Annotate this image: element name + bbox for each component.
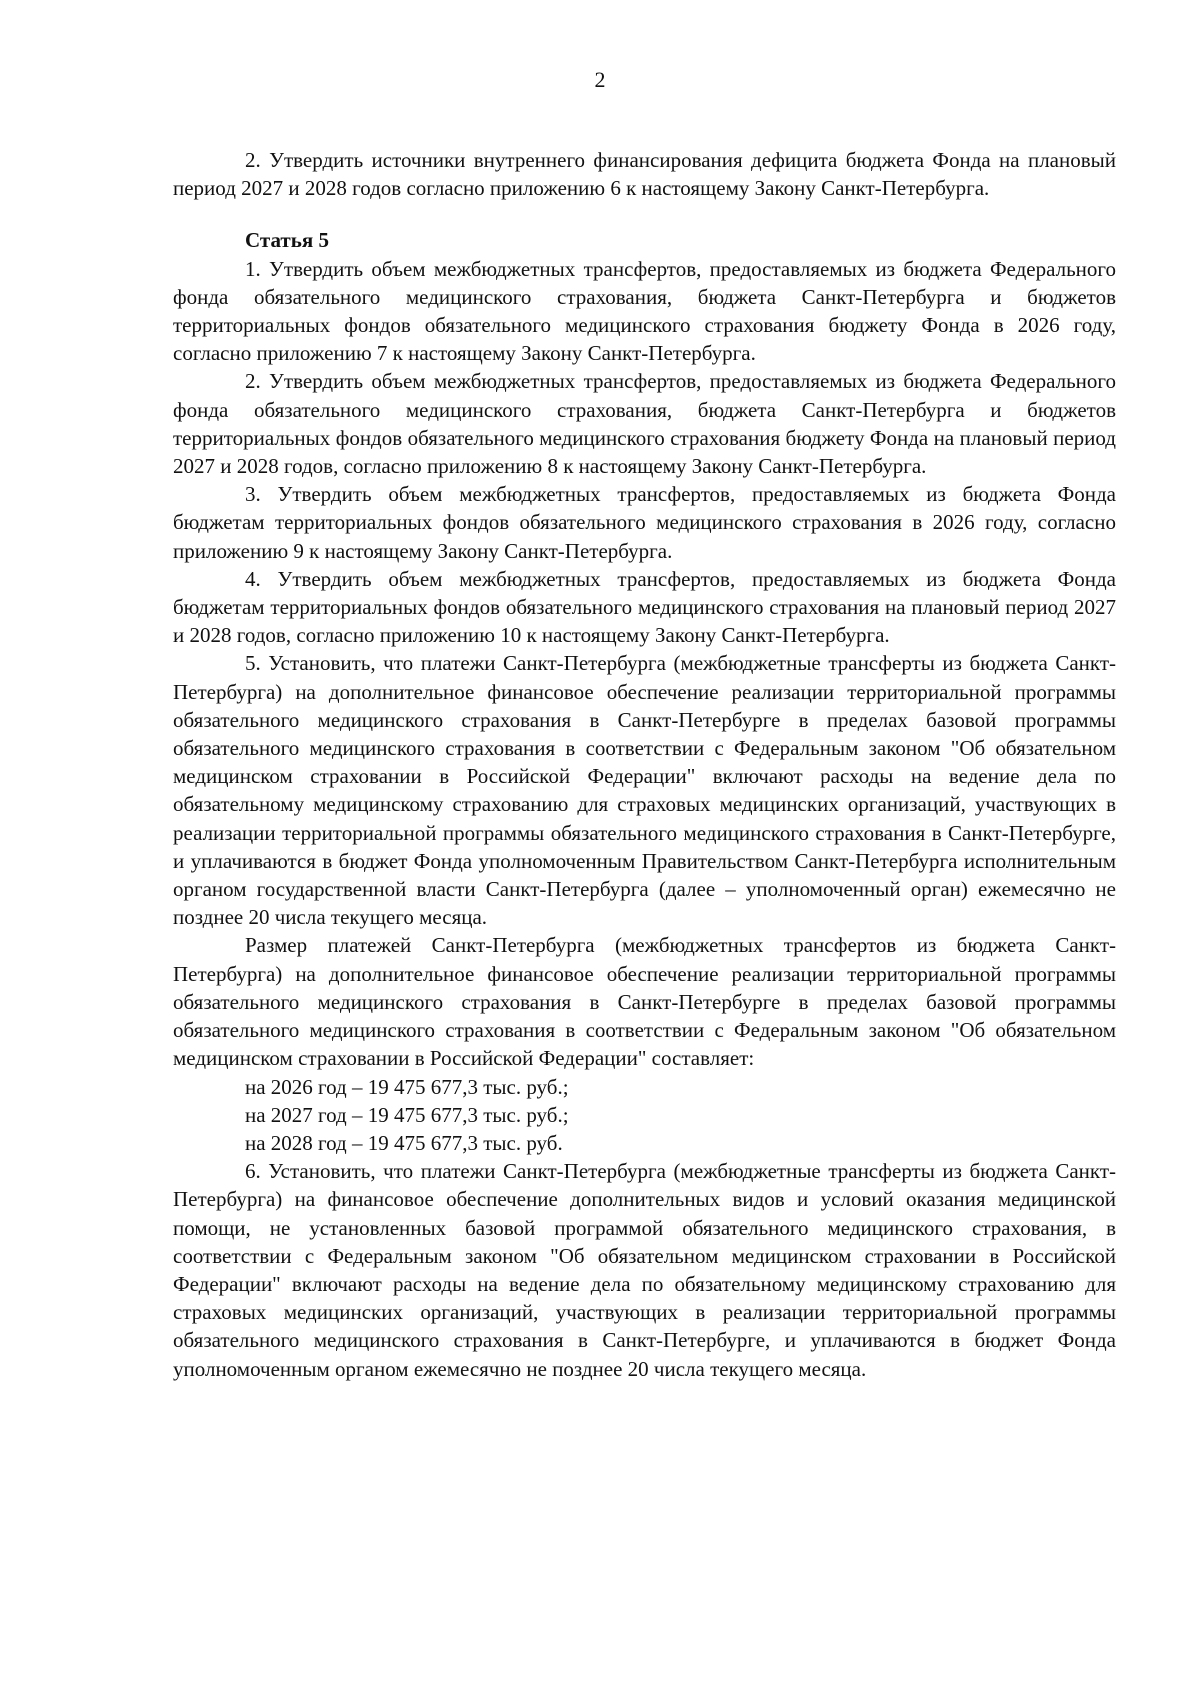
article-paragraph-1: 1. Утвердить объем межбюджетных трансфертов, предоставляемых из бюджета Федерального фонда обязательного медицинского страхования, бюджета Санкт-Петербурга и бюджетов территориальных фондов обязательного медицинского страхования бюджету Фонда в 2026 году, согласно приложению 7 к настоящему Закону Санкт-Петербурга. [173, 256, 1116, 366]
payment-size-paragraph: Размер платежей Санкт-Петербурга (межбюджетных трансфертов из бюджета Санкт-Петербурга) на дополнительное финансовое обеспечение реализации территориальной программы обязательного медицинского страхования в Санкт-Петербурге в пределах базовой программы обязательного медицинского страхования в соответствии с Федеральным законом "Об обязательном медицинском страховании в Российской Федерации" составляет: [173, 933, 1116, 1071]
document-body [173, 146, 1116, 1383]
article-paragraph-5: 5. Установить, что платежи Санкт-Петербурга (межбюджетные трансферты из бюджета Санкт-Петербурга) на дополнительное финансовое обеспечение реализации территориальной программы обязательного медицинского страхования в Санкт-Петербурге в пределах базовой программы обязательного медицинского страхования в соответствии с Федеральным законом "Об обязательном медицинском страховании в Российской Федерации" включают расходы на ведение дела по обязательному медицинскому страхованию для страховых медицинских организаций, участвующих в реализации территориальной программы обязательного медицинского страхования в Санкт-Петербурге, и уплачиваются в бюджет Фонда уполномоченным Правительством Санкт-Петербурга исполнительным органом государственной власти Санкт-Петербурга (далее – уполномоченный орган) ежемесячно не позднее 20 числа текущего месяца. [173, 651, 1116, 930]
page-number: 2 [594, 67, 606, 92]
amount-2027: на 2027 год – 19 475 677,3 тыс. руб.; [245, 1102, 569, 1127]
article-paragraph-4: 4. Утвердить объем межбюджетных трансфертов, предоставляемых из бюджета Фонда бюджетам территориальных фондов обязательного медицинского страхования на плановый период 2027 и 2028 годов, согласно приложению 10 к настоящему Закону Санкт-Петербурга. [173, 566, 1116, 648]
intro-paragraph: 2. Утвердить источники внутреннего финансирования дефицита бюджета Фонда на плановый период 2027 и 2028 годов согласно приложению 6 к настоящему Закону Санкт-Петербурга. [173, 148, 1116, 201]
article-paragraph-3: 3. Утвердить объем межбюджетных трансфертов, предоставляемых из бюджета Фонда бюджетам территориальных фондов обязательного медицинского страхования в 2026 году, согласно приложению 9 к настоящему Закону Санкт-Петербурга. [173, 482, 1116, 563]
amount-2028: на 2028 год – 19 475 677,3 тыс. руб. [245, 1130, 563, 1155]
article-paragraph-2: 2. Утвердить объем межбюджетных трансфертов, предоставляемых из бюджета Федерального фонда обязательного медицинского страхования, бюджета Санкт-Петербурга и бюджетов территориальных фондов обязательного медицинского страхования бюджету Фонда на плановый период 2027 и 2028 годов, согласно приложению 8 к настоящему Закону Санкт-Петербурга. [173, 369, 1116, 479]
article-title: Статья 5 [245, 228, 329, 253]
article-paragraph-6: 6. Установить, что платежи Санкт-Петербурга (межбюджетные трансферты из бюджета Санкт-Петербурга) на финансовое обеспечение дополнительных видов и условий оказания медицинской помощи, не установленных базовой программой обязательного медицинского страхования, в соответствии с Федеральным законом "Об обязательном медицинском страховании в Российской Федерации" включают расходы на ведение дела по обязательному медицинскому страхованию для страховых медицинских организаций, участвующих в реализации территориальной программы обязательного медицинского страхования в Санкт-Петербурге, и уплачиваются в бюджет Фонда уполномоченным органом ежемесячно не позднее 20 числа текущего месяца. [173, 1159, 1116, 1381]
amount-2026: на 2026 год – 19 475 677,3 тыс. руб.; [245, 1074, 569, 1099]
